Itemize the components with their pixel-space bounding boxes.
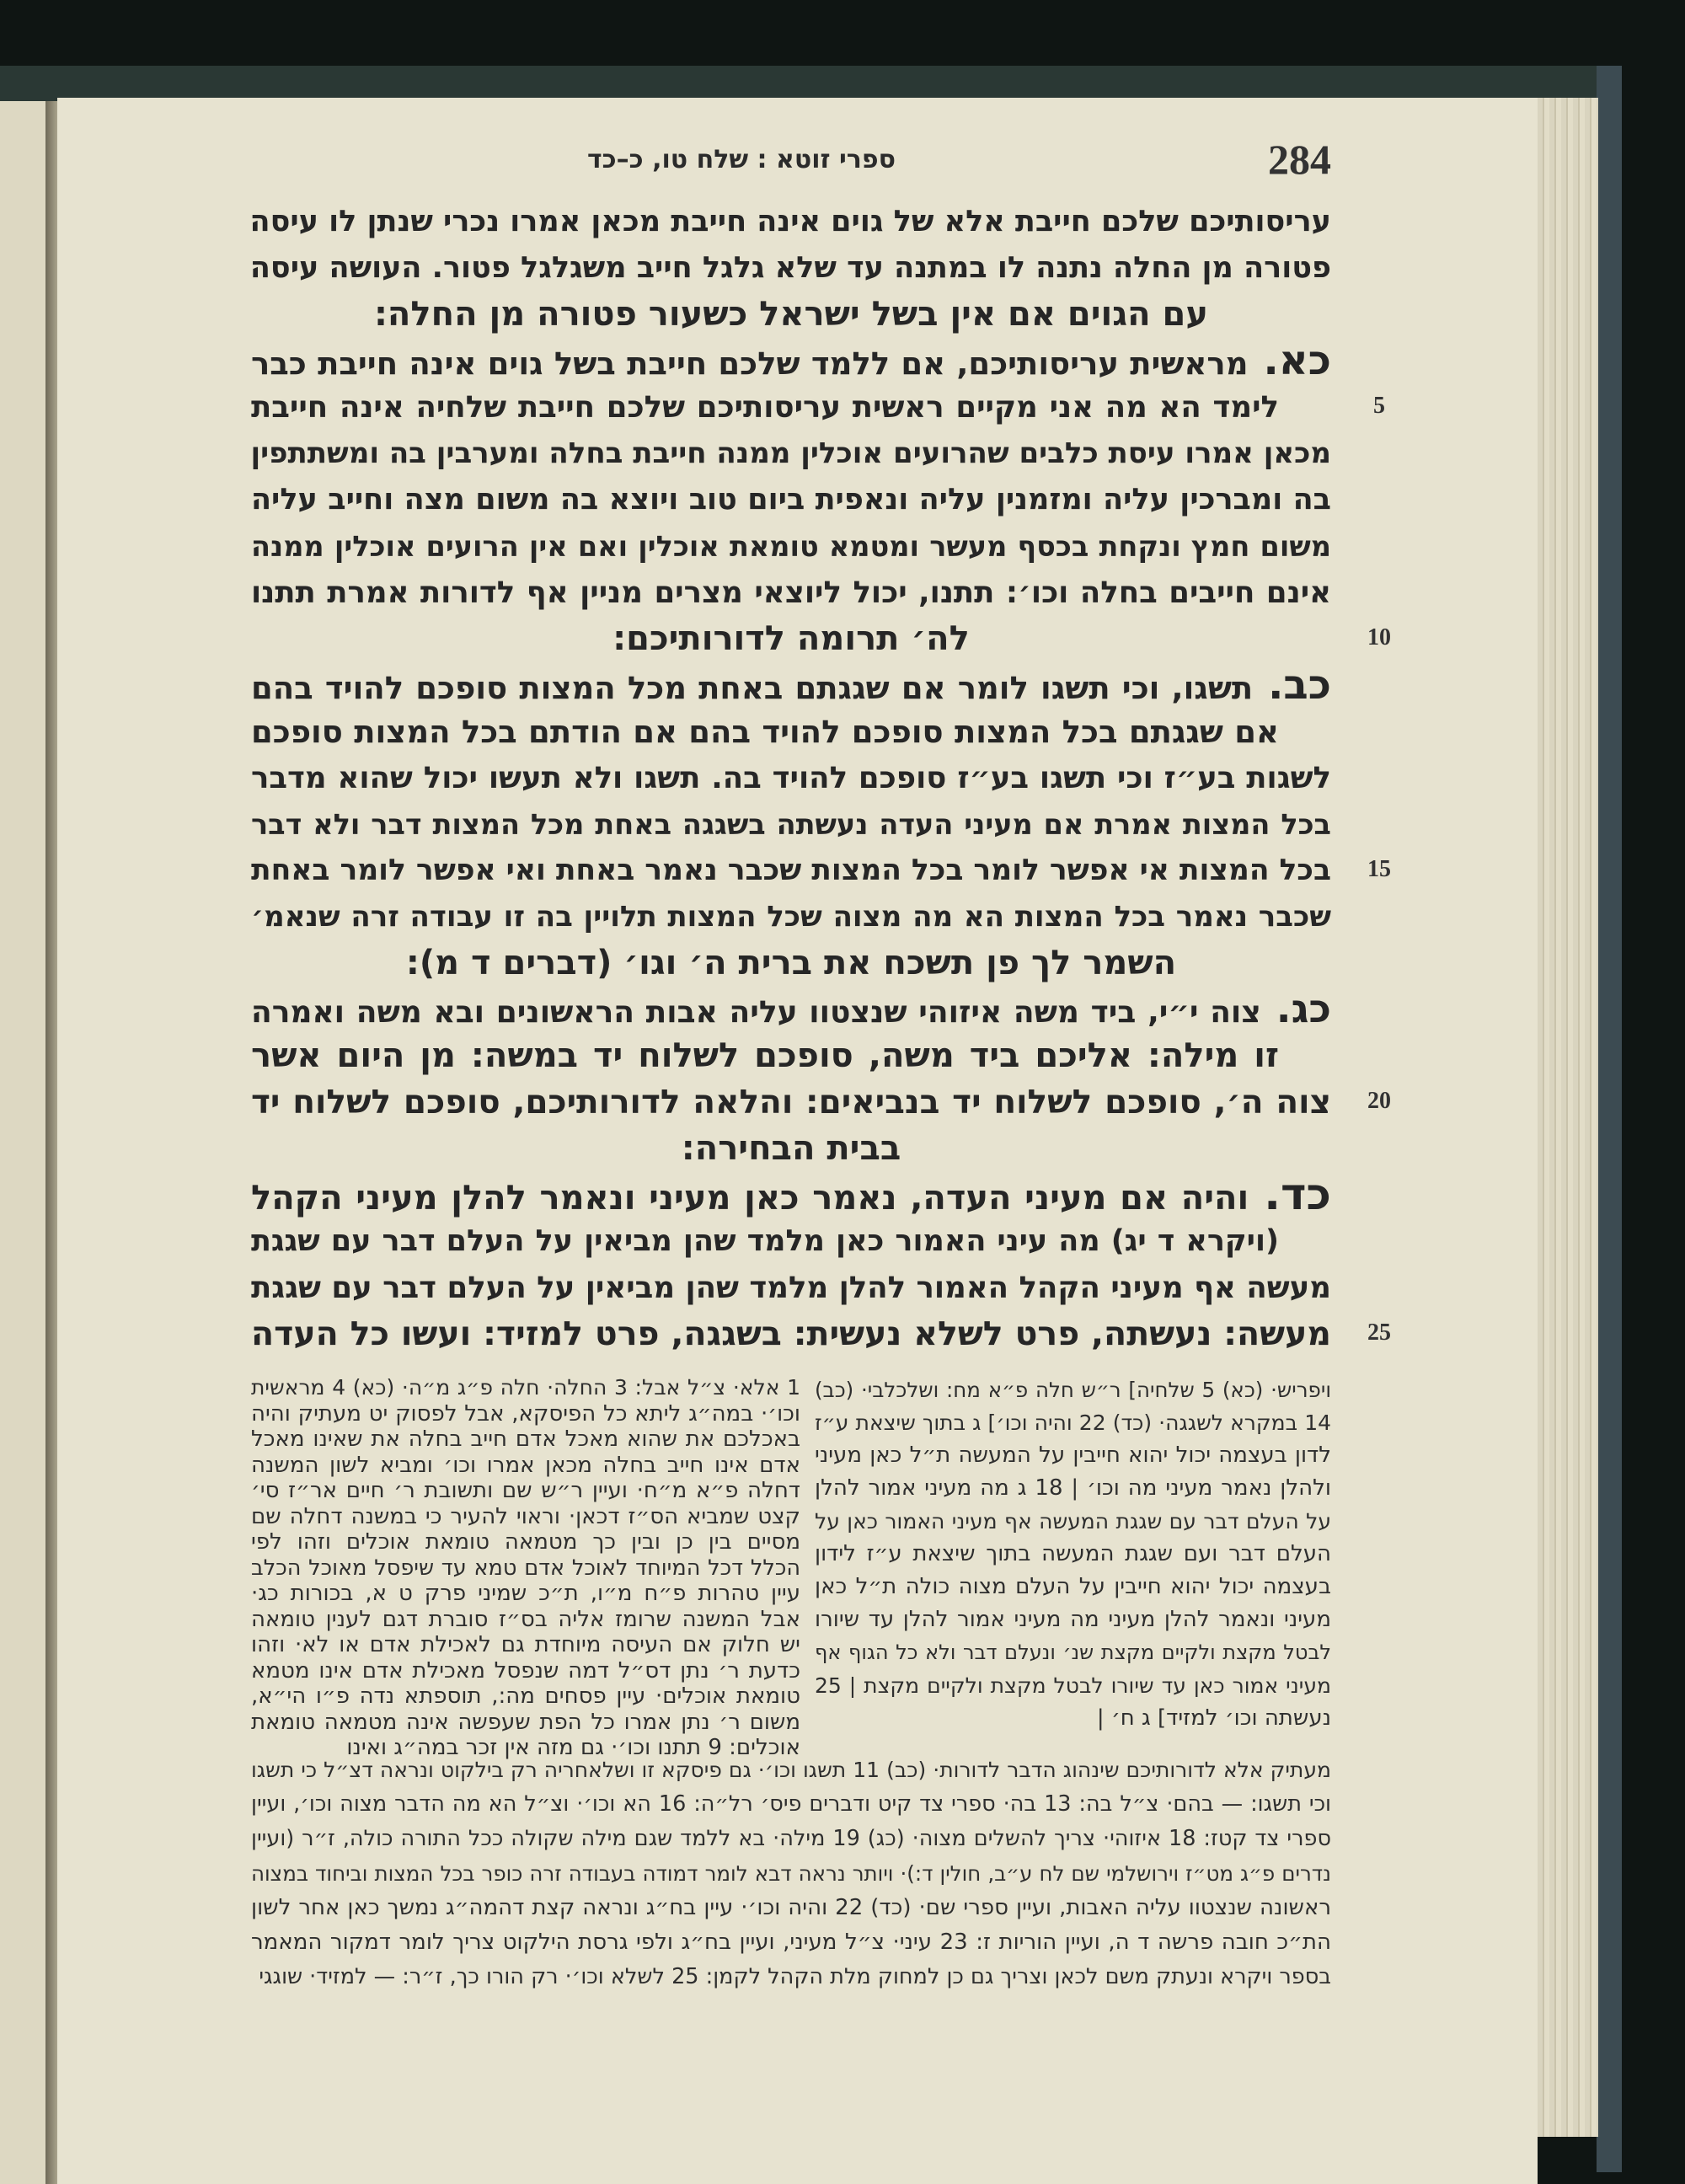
text-line	[251, 384, 1331, 431]
footnote-line: באכלכם את שהוא מאכל אדם חייב בחלה את שאינו מאכל	[251, 1427, 800, 1452]
text-line	[251, 245, 1331, 292]
footnote-line: אדם אינו חייב בחלה מכאן אמרו וכו׳ ומביא לשון המשנה	[251, 1452, 800, 1478]
book-cover-top-edge	[0, 66, 1622, 101]
line-text: בבית הבחירה:	[681, 1129, 901, 1168]
footnote-line: דחלה פ״א מ״ח· ועיין ר״ש שם ותשובת ר׳ חיים אר״ז סי׳	[251, 1478, 800, 1503]
footnote-line: הת״כ חובה פרשה ד ה, ועיין הוריות ז: 23 עיני· צ״ל מעיני, ועיין בח״ג ולפי גרסת הילקוט צריך לומר דמקור המאמר	[251, 1930, 1331, 1955]
page-edge-stack	[1538, 98, 1598, 2137]
footnote-line: לבטל מקצת ולקיים מקצת שנ׳ ונעלם דבר ולא כל הגוף אף	[815, 1641, 1331, 1664]
line-text: צוה י״י, ביד משה איזוהי שנצטוו עליה אבות הראשונים ובא משה ואמרה	[251, 995, 1261, 1030]
text-line	[251, 801, 1331, 848]
footnote-line: ראשונה שנצטוו עליה האבות, ועיין ספרי שם· (כד) 22 והיה וכו׳· עיין בח״ג ונראה קצת דהמה״ג נמשך כאן אחר לשון	[251, 1895, 1331, 1920]
footnote-line: יש חלוק אם העיסה מיוחדת גם לאכילת אדם או לא· וזהו	[251, 1632, 800, 1657]
footnote-line: על העלם דבר עם שגגת המעשה אף מעיני האמור כאן על	[815, 1509, 1331, 1534]
footnote-line: עיין טהרות פ״ח מ״ו, ת״כ שמיני פרק ט א, בכורות כג·	[251, 1581, 800, 1606]
facing-page-edge	[0, 101, 45, 2184]
line-text: צוה ה׳, סופכם לשלוח יד בנביאים: והלאה לדורותיכם, סופכם לשלוח יד	[251, 1084, 1331, 1121]
line-text: לה׳ תרומה לדורותיכם:	[612, 619, 970, 658]
footnote-line: אבל המשנה שרומז אליה בס״ז סוברת דגם לענין טומאה	[251, 1606, 800, 1632]
footnote-line: כדעת ר׳ נתן דס״ל דמה שנפסל מאכילת אדם אינו מטמא	[251, 1657, 800, 1684]
line-text: בכל המצות אמרת אם מעיני העדה נעשתה בשגגה באחת מכל המצות דבר ולא דבר	[251, 808, 1331, 841]
text-line	[251, 199, 1331, 245]
line-text: (ויקרא ד יג) מה עיני האמור כאן מלמד שהן מביאין על העלם דבר עם שגגת	[251, 1224, 1279, 1258]
line-number: 25	[1367, 1320, 1391, 1346]
line-number: 15	[1367, 856, 1391, 882]
footnote-line: מסיים בין כן ובין כך מטמאה טומאת אוכלים וזהו לפי	[251, 1529, 800, 1555]
section-label: כב.	[1268, 661, 1331, 709]
text-line	[251, 1311, 1331, 1357]
footnote-line: 1 אלא· צ״ל אבל: 3 החלה· חלה פ״ג מ״ה· (כא) 4 מראשית	[251, 1375, 800, 1400]
footnote-line: העלם דבר ועם שגגת המעשה בתוך שיצאת ע״ז לידון	[815, 1541, 1331, 1566]
footnote-line: וכו׳· במה״ג ליתא כל הפיסקא, אבל לפסוק יט מעתיק והיה	[251, 1400, 800, 1427]
line-text: מכאן אמרו עיסת כלבים שהרועים אוכלין ממנה חייבת בחלה ומערבין בה ומשתתפין	[250, 436, 1331, 470]
text-line	[251, 940, 1331, 987]
text-line	[251, 1126, 1331, 1172]
footnote-line: ספרי צד קטז: 18 איזוהי· צריך להשלים מצוה· (כג) 19 מילה· בא ללמד שגם מילה שקולה ככל התורה כולה, ז״ר (ועיין	[251, 1826, 1332, 1851]
text-line	[251, 477, 1331, 523]
line-text: מעשה אף מעיני הקהל האמור להלן מלמד שהן מביאין על העלם דבר עם שגגת	[251, 1271, 1331, 1305]
text-line	[251, 848, 1331, 894]
line-text: משום חמץ ונקחת בכסף מעשר ומטמא טומאת אוכלין ואם אין הרועים אוכלין ממנה	[251, 530, 1331, 563]
footnote-line: וכי תשגו: — בהם· צ״ל בה: 13 בה· ספרי צד קיט ודברים פיס׳ רל״ה: 16 הא וכו׳· וצ״ל הא מה הדבר מצוה וכו׳, ועיין	[251, 1791, 1332, 1817]
line-text: והיה אם מעיני העדה, נאמר כאן מעיני ונאמר להלן מעיני הקהל	[251, 1179, 1249, 1218]
section-label: כא.	[1263, 337, 1331, 384]
footnote-line: לדון בעצמה יכול יהוא חייבין על המעשה ת״ל כאן מעיני	[815, 1443, 1331, 1468]
line-text: שכבר נאמר בכל המצות הא מה מצוה שכל המצות תלויין בה זו עבודה זרה שנאמ׳	[251, 900, 1331, 934]
line-text: בכל המצות אי אפשר לומר בכל המצות שכבר נאמר באחת ואי אפשר לומר באחת	[251, 854, 1331, 887]
text-line	[251, 338, 1331, 384]
footnote-line: מעיני אמור כאן עד שיורו לבטל מקצת ולקיים מקצת | 25	[815, 1673, 1331, 1698]
text-line	[251, 1265, 1331, 1311]
text-line	[251, 662, 1331, 709]
text-line	[251, 431, 1331, 477]
book-cover-right-edge	[1597, 66, 1622, 2172]
text-line	[251, 755, 1331, 801]
text-line	[251, 292, 1331, 338]
line-text: עריסותיכם שלכם חייבת אלא של גוים אינה חייבת מכאן אמרו נכרי שנתן לו עיסה	[249, 205, 1331, 238]
footnote-line: מעיני ונאמר להלן מעיני מה מעיני אמור להלן עד שיורו	[815, 1607, 1331, 1632]
footnote-line: נעשתה וכו׳ למזיד] ג ח׳ |	[1096, 1705, 1331, 1731]
footnote-line: הכלל דכל המיוחד לאוכל אדם טמא עד שיפסל מאוכל הכלב	[251, 1555, 800, 1581]
line-text: לימד הא מה אני מקיים ראשית עריסותיכם שלכם חייבת שלחיה אינה חייבת	[251, 390, 1279, 425]
footnote-line: אוכלים: 9 תתנו וכו׳· גם מזה אין זכר במה״ג ואינו	[346, 1735, 800, 1760]
footnote-line: מעתיק אלא לדורותיכם שינהוג הדבר לדורות· (כב) 11 תשגו וכו׳· גם פיסקא זו ושלאחריה רק בילקוט ונראה דצ״ל כי תשגו	[251, 1758, 1331, 1782]
book-gutter	[45, 101, 57, 2184]
line-text: לשגות בע״ז וכי תשגו בע״ז סופכם להויד בה. תשגו ולא תעשו יכול שהוא מדבר	[251, 761, 1331, 795]
text-line	[251, 709, 1331, 755]
footnote-line: ויפריש· (כא) 5 שלחיה] ר״ש חלה פ״א מח: ושלכלבי· (כב)	[815, 1378, 1332, 1402]
line-number: 20	[1367, 1088, 1391, 1114]
line-text: עם הגוים אם אין בשל ישראל כשעור פטורה מן החלה:	[373, 295, 1209, 334]
text-line	[251, 987, 1331, 1033]
line-text: מעשה: נעשתה, פרט לשלא נעשית: בשגגה, פרט למזיד: ועשו כל העדה	[251, 1314, 1331, 1353]
line-text: השמר לך פן תשכח את ברית ה׳ וגו׳ (דברים ד מ):	[405, 944, 1177, 982]
text-line	[251, 1079, 1331, 1126]
footnote-line: נדרים פ״ג מט״ז וירושלמי שם לח ע״ב, חולין ד:)· ויותר נראה דבא לומר דמודה בעבודה זרה כופר בכל המצות וביחוד במצוה	[251, 1861, 1331, 1886]
page-number: 284	[1268, 136, 1331, 183]
footnote-line: משום ר׳ נתן אמרו כל הפת שעפשה אינה מטמאה טומאת	[251, 1709, 800, 1735]
text-line	[251, 1033, 1331, 1079]
section-label: כג.	[1276, 987, 1331, 1032]
footnote-line: ולהלן נאמר מעיני מה וכו׳ | 18 ג מה מעיני אמור להלן	[815, 1475, 1331, 1501]
line-text: תשגו, וכי תשגו לומר אם שגגתם באחת מכל המצות סופכם להויד בהם	[251, 670, 1254, 706]
footnote-line: בספר ויקרא ונעתק משם לכאן וצריך גם כן למחוק מלת הקהל לקמן: 25 לשלא וכו׳· רק הורו כך, ז״ר: — למזיד· שוגגי	[259, 1964, 1331, 1989]
footnote-line: 14 במקרא לשגגה· (כד) 22 והיה וכו׳] ג בתוך שיצאת ע״ז	[815, 1410, 1332, 1435]
line-text: אם שגגתם בכל המצות סופכם להויד בהם אם הודתם בכל המצות סופכם	[251, 714, 1279, 750]
line-number: 5	[1373, 393, 1385, 419]
text-line	[251, 1172, 1331, 1218]
line-text: אינם חייבים בחלה וכו׳: תתנו, יכול ליוצאי מצרים מניין אף לדורות אמרת תתנו	[251, 575, 1331, 610]
text-line	[251, 1218, 1331, 1265]
footnote-line: קצט שמביא הס״ז דכאן· וראוי להעיר כי במשנה דחלה שם	[251, 1503, 800, 1529]
running-header: ספרי זוטא : שלח טו, כ–כד	[587, 145, 896, 174]
line-number: 10	[1367, 624, 1391, 650]
line-text: מראשית עריסותיכם, אם ללמד שלכם חייבת בשל גוים אינה חייבת כבר	[251, 345, 1249, 382]
line-text: בה ומברכין עליה ומזמנין עליה ונאפית ביום טוב ויוצא בה משום מצה וחייב עליה	[251, 483, 1331, 517]
line-text: פטורה מן החלה נתנה לו במתנה עד שלא גלגל חייב משגלגל פטור. העושה עיסה	[249, 251, 1331, 285]
footnote-line: טומאת אוכלים· עיין פסחים מה:, תוספתא נדה פ״ו הי״א,	[251, 1684, 800, 1709]
footnote-line: בעצמה יכול יהוא חייבין על העלם מצוה כולה ת״ל כאן	[815, 1574, 1331, 1599]
section-label: כד.	[1264, 1170, 1331, 1220]
text-line	[251, 894, 1331, 940]
text-line	[251, 523, 1331, 570]
text-line	[251, 616, 1331, 662]
text-line	[251, 570, 1331, 616]
line-text: זו מילה: אליכם ביד משה, סופכם לשלוח יד במשה: מן היום אשר	[251, 1036, 1279, 1075]
